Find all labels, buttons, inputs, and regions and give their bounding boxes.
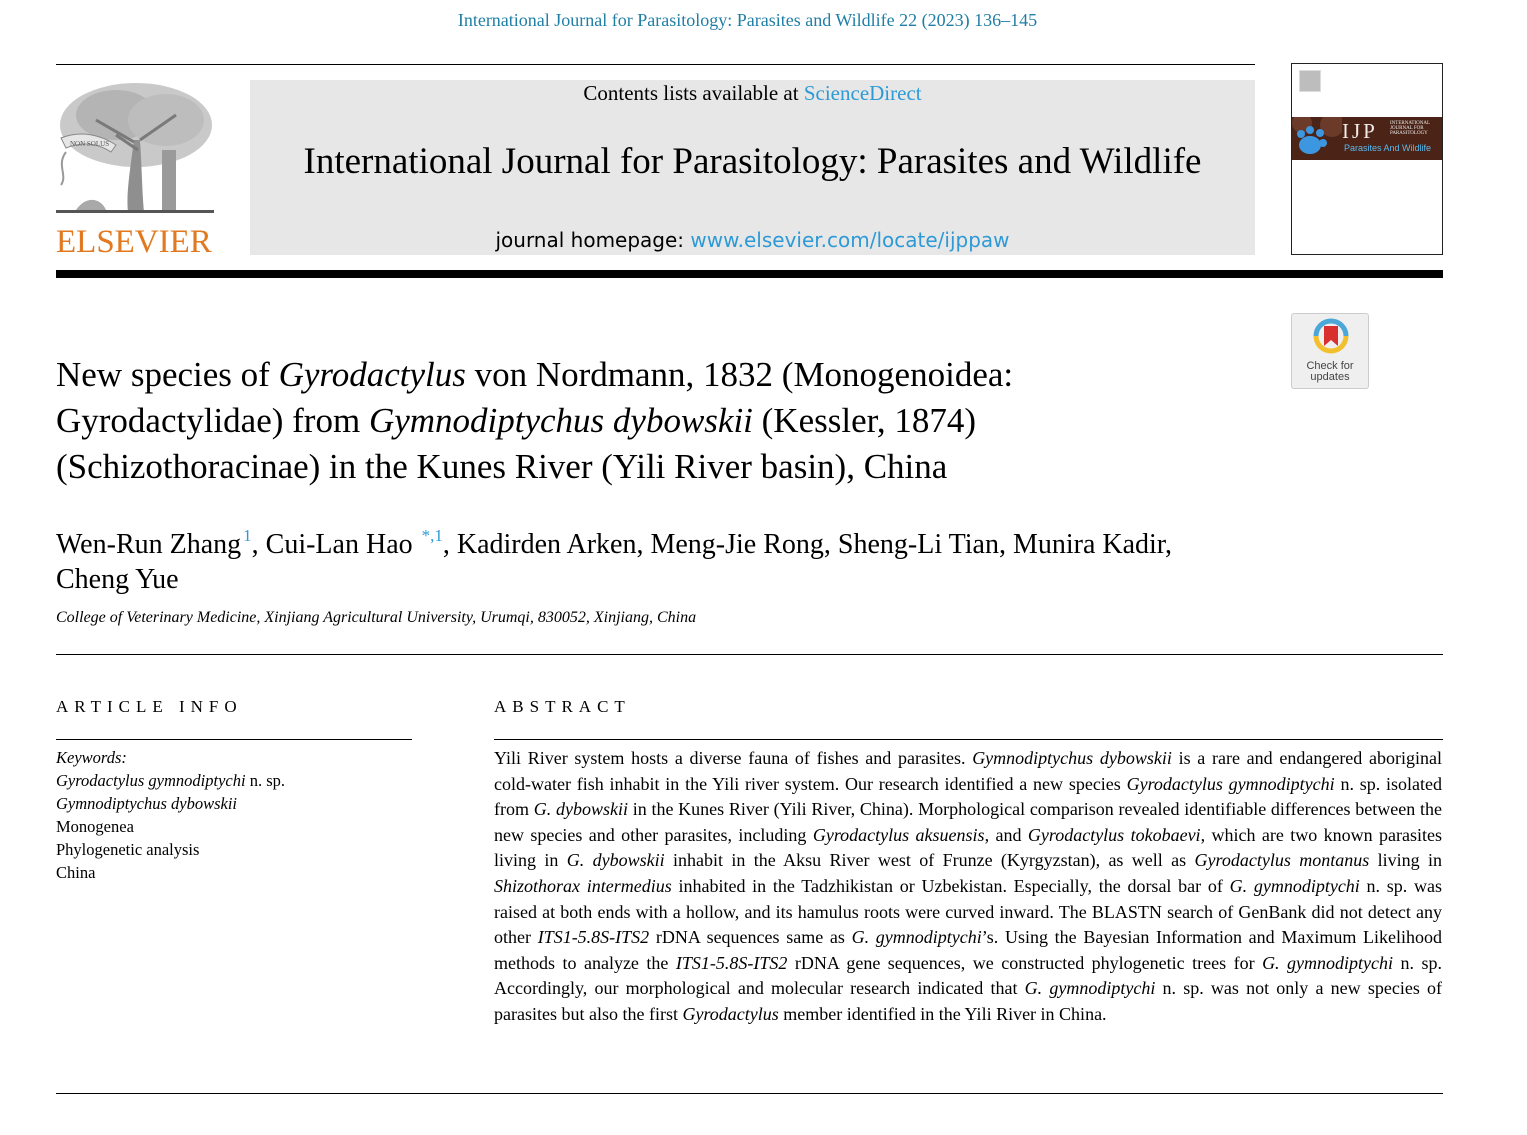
header-rule [56,64,1255,65]
article-info-rule [56,739,412,740]
cover-abbrev: IJP [1342,119,1378,143]
title-part: von Nordmann, 1832 (Monogenoidea: Gyrodactylidae) from [56,355,1014,440]
abstract-italic-term: G. gymnodiptychi [1262,952,1394,973]
abstract-italic-term: ITS1-5.8S-ITS2 [537,927,650,948]
abstract-segment: , and [984,824,1028,845]
abstract-segment: in the Kunes River (Yili River, China). Morphological comparison revealed identifiable differences between the new species and other parasites, including [494,799,1442,845]
keywords-label: Keywords: [56,748,127,767]
keyword-item [56,815,285,838]
paw-print-icon [1292,117,1342,160]
title-part: (Kessler, 1874) (Schizothoracinae) in the Kunes River (Yili River basin), China [56,401,977,486]
keyword-text: n. sp. [245,771,285,790]
abstract-italic-term: G. gymnodiptychi [1024,978,1156,999]
abstract-segment: is a rare and endangered aboriginal cold-water fish inhabit in the Yili river system. Our research identified a new species [494,748,1442,794]
keyword-item [56,838,285,861]
keyword-italic: Gyrodactylus gymnodiptychi [56,771,246,790]
bottom-rule [56,1093,1443,1094]
abstract-segment: living in [1369,850,1442,871]
logo-motto: NON SOLUS [70,140,110,148]
abstract-heading: ABSTRACT [494,697,631,716]
author-name[interactable]: Cui-Lan Hao [265,529,413,560]
homepage-line [250,228,1255,252]
abstract-text [494,746,1442,1028]
title-italic: Gymnodiptychus dybowskii [368,401,753,440]
elsevier-logo[interactable] [56,80,214,260]
abstract-italic-term: G. gymnodiptychi [1229,875,1360,896]
abstract-segment: ’s. Using the Bayesian Information and Maximum Likelihood methods to analyze the [494,927,1443,973]
abstract-italic-term: Shizothorax intermedius [494,875,672,896]
abstract-italic-term: Gymnodiptychus dybowskii [972,748,1172,768]
affiliation: College of Veterinary Medicine, Xinjiang Agricultural University, Urumqi, 830052, Xinjiang, China [56,609,697,626]
bookmark-ring-icon [1313,318,1349,358]
title-part: New species of [56,355,279,394]
keyword-text: Phylogenetic analysis [56,840,200,859]
author-affiliation-marker[interactable]: 1 [243,526,252,545]
abstract-rule [494,739,1443,740]
author-name[interactable]: Wen-Run Zhang [56,529,242,560]
journal-cover-thumbnail[interactable] [1291,63,1443,255]
tree-logo-icon [56,80,214,220]
abstract-segment: n. sp. isolated from [494,773,1442,820]
journal-title: International Journal for Parasitology: Parasites and Wildlife [303,141,1202,182]
check-for-updates-button[interactable] [1291,313,1369,389]
keyword-text: Monogenea [56,817,134,836]
abstract-segment: member identified in the Yili River in China. [778,1003,1107,1024]
abstract-italic-term: ITS1-5.8S-ITS2 [675,952,788,973]
abstract-segment: n. sp. was raised at both ends with a hollow, and its hamulus roots were curved inward. The BLASTN search of GenBank did not detect any other [494,875,1443,948]
section-divider [56,654,1443,655]
contents-line [250,81,1255,106]
keyword-item [56,861,285,884]
keywords-list [56,746,285,884]
cover-elsevier-icon [1299,70,1321,92]
thick-divider [56,270,1443,278]
abstract-italic-term: G. dybowskii [533,799,628,820]
abstract-italic-term: Gyrodactylus [682,1003,779,1024]
abstract-italic-term: Gyrodactylus gymnodiptychi [1126,773,1335,794]
abstract-italic-term: Gyrodactylus tokobaevi [1027,824,1201,845]
abstract-segment: n. sp. Accordingly, our morphological and molecular research indicated that [494,952,1442,999]
abstract-segment: inhabited in the Tadzhikistan or Uzbekistan. Especially, the dorsal bar of [671,875,1230,896]
abstract-segment: Yili River system hosts a diverse fauna of fishes and parasites. [494,748,973,768]
running-head: International Journal for Parasitology: Parasites and Wildlife 22 (2023) 136–145 [457,10,1038,30]
abstract-segment: rDNA sequences same as [649,927,852,948]
article-title [56,352,1206,490]
elsevier-wordmark: ELSEVIER [56,224,212,260]
abstract-segment: rDNA gene sequences, we constructed phylogenetic trees for [787,952,1263,973]
cover-series: Parasites And Wildlife [1344,143,1432,153]
abstract-italic-term: G. dybowskii [566,850,665,871]
abstract-italic-term: G. gymnodiptychi [851,927,982,948]
abstract-segment: n. sp. was not only a new species of parasites but also the first [494,978,1443,1024]
article-info-heading: ARTICLE INFO [56,697,243,716]
check-line-2: updates [1310,371,1350,383]
check-for-updates-label [1292,361,1368,383]
keyword-text: China [56,863,96,882]
check-line-1: Check for [1306,360,1354,372]
abstract-italic-term: Gyrodactylus aksuensis [812,824,985,845]
contents-prefix: Contents lists available at [583,81,804,105]
author-list: Wen-Run Zhang $^1$, Cui-Lan Hao $^{*,1}$, Kadirden Arken, Meng-Jie Rong, Sheng-Li Tian, Munira Kadir, Cheng Yue [56,526,1172,595]
cover-subtitle: INTERNATIONAL JOURNAL FOR PARASITOLOGY [1390,121,1430,136]
keyword-item [56,792,285,815]
keyword-item [56,769,285,792]
cover-band [1292,117,1442,160]
abstract-segment: inhabit in the Aksu River west of Frunze (Kyrgyzstan), as well as [664,850,1195,871]
abstract-italic-term: Gyrodactylus montanus [1194,850,1370,871]
abstract-segment: , which are two known parasites living in [494,824,1443,871]
corresponding-author-marker[interactable]: *,1 [421,526,443,545]
journal-banner [250,80,1255,255]
title-italic: Gyrodactylus [278,355,466,394]
keyword-italic: Gymnodiptychus dybowskii [56,794,238,813]
author-names-rest: Kadirden Arken, Meng-Jie Rong, Sheng-Li Tian, Munira Kadir, Cheng Yue [56,529,1172,595]
homepage-link[interactable]: www.elsevier.com/locate/ijppaw [690,228,1010,252]
sciencedirect-link[interactable]: ScienceDirect [803,81,922,105]
homepage-prefix: journal homepage: [495,228,691,252]
